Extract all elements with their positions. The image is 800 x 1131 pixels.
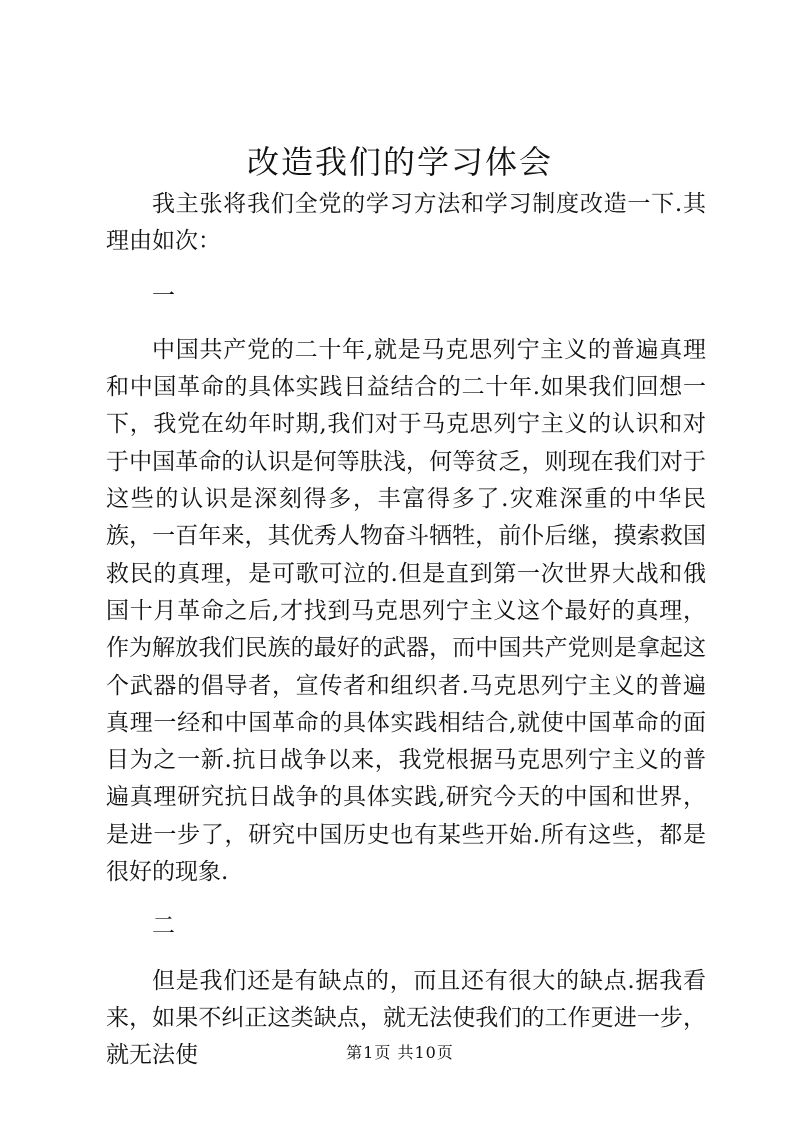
section-one-number: 一 <box>152 282 175 309</box>
document-title: 改造我们的学习体会 <box>246 143 553 181</box>
section-one-paragraph: 中国共产党的二十年,就是马克思列宁主义的普遍真理和中国革命的具体实践日益结合的二十年.如果我们回想一下，我党在幼年时期,我们对于马克思列宁主义的认识和对于中国革命的认识是何等肤浅，何等贫乏，则现在我们对于这些的认识是深刻得多，丰富得多了.灾难深重的中华民族，一百年来，其优秀人物奋斗牺牲，前仆后继，摸索救国救民的真理，是可歌可泣的.但是直到第一次世界大战和俄国十月革命之后,才找到马克思列宁主义这个最好的真理，作为解放我们民族的最好的武器，而中国共产党则是拿起这个武器的倡导者，宣传者和组织者.马克思列宁主义的普遍真理一经和中国革命的具体实践相结合,就使中国革命的面目为之一新.抗日战争以来，我党根据马克思列宁主义的普遍真理研究抗日战争的具体实践,研究今天的中国和世界，是进一步了，研究中国历史也有某些开始.所有这些，都是很好的现象. <box>106 336 706 886</box>
section-two-number: 二 <box>152 913 175 940</box>
page-footer: 第1页 共10页 <box>346 1043 454 1062</box>
paragraph-spacer <box>106 315 706 332</box>
section-two-paragraph: 但是我们还是有缺点的，而且还有很大的缺点.据我看来，如果不纠正这类缺点，就无法使我们的工作更进一步，就无法使 <box>106 967 706 1069</box>
paragraph-spacer <box>106 261 706 278</box>
paragraph-spacer <box>106 891 706 908</box>
document-body <box>106 186 706 1075</box>
intro-paragraph: 我主张将我们全党的学习方法和学习制度改造一下.其理由如次： <box>106 191 706 255</box>
paragraph-spacer <box>106 946 706 963</box>
